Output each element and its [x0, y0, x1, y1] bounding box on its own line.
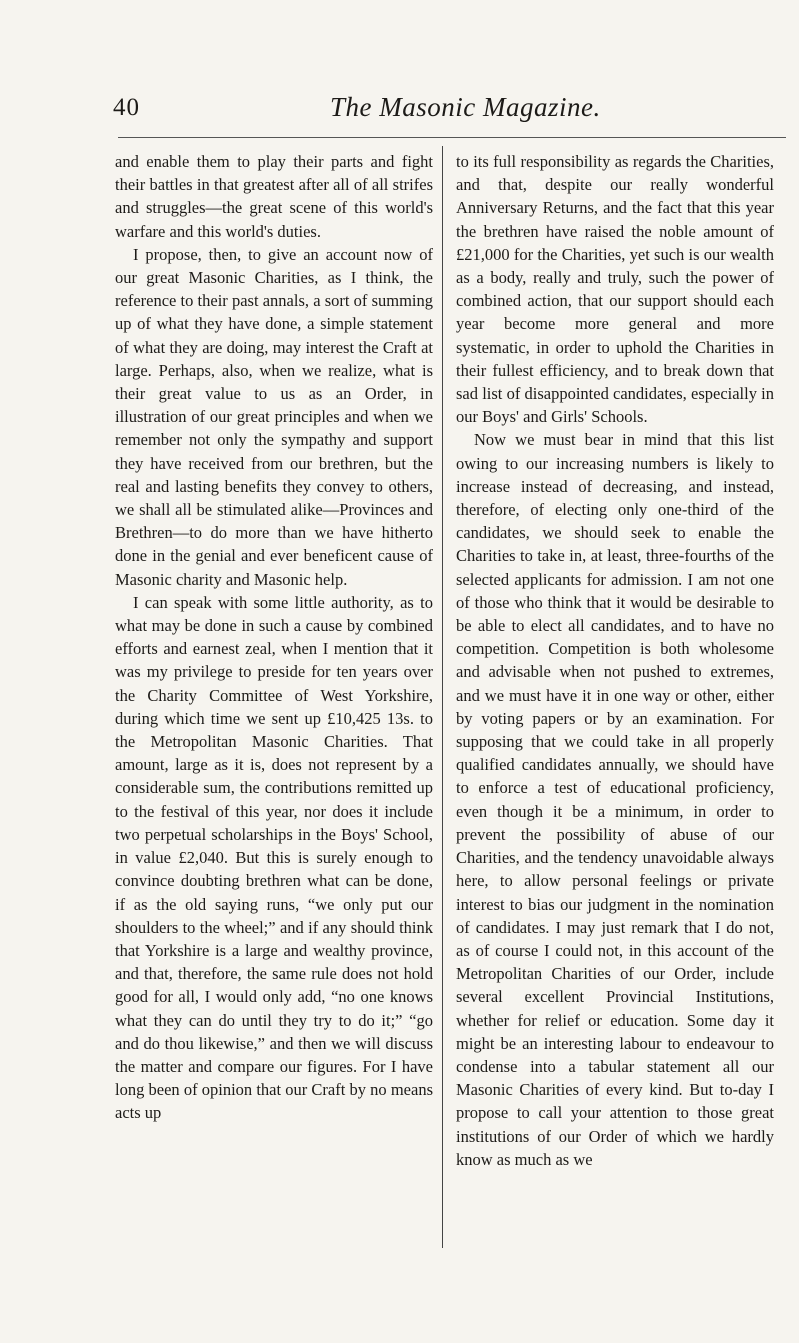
page-number: 40	[113, 94, 140, 121]
paragraph: Now we must bear in mind that this list owing to our increasing numbers is likely to increase instead of decreasing, and instead, therefore, of electing only one-third of the candidates, we should seek to enable the Charities to take in, at least, three-fourths of the selected applicants for admission. I am not one of those who think that it would be desirable to be able to elect all candidates, and to have no competition. Competition is both wholesome and advisable when not pushed to extremes, and we must have it in one way or other, either by voting papers or by an examination. For supposing that we could take in all properly qualified candidates annually, we should have to enforce a test of educational proficiency, even though it be a minimum, in order to prevent the possibility of abuse of our Charities, and the tendency unavoidable always here, to allow personal feelings or private interest to bias our judgment in the nomination of candidates. I may just remark that I do not, as of course I could not, in this account of the Metropolitan Charities of our Order, include several excellent Provincial Institutions, whether for relief or education. Some day it might be an interesting labour to endeavour to condense into a tabular statement all our Masonic Charities of every kind. But to-day I propose to call your attention to those great institutions of our Order of which we hardly know as much as we	[456, 430, 774, 1169]
paragraph: and enable them to play their parts and fight their battles in that greatest after all of all strifes and struggles—the great scene of this world's warfare and this world's duties.	[115, 152, 433, 241]
page-header	[0, 90, 799, 130]
right-column	[456, 150, 774, 1171]
header-rule	[118, 137, 786, 138]
column-divider	[442, 146, 443, 1248]
running-title: The Masonic Magazine.	[330, 92, 601, 122]
paragraph: I can speak with some little authority, as to what may be done in such a cause by combined efforts and earnest zeal, when I mention that it was my privilege to preside for ten years over the Charity Committee of West Yorkshire, during which time we sent up £10,425 13s. to the Metropolitan Masonic Charities. That amount, large as it is, does not represent by a considerable sum, the contributions remitted up to the festival of this year, nor does it include two perpetual scholarships in the Boys' School, in value £2,040. But this is surely enough to convince doubting brethren what can be done, if as the old saying runs, “we only put our shoulders to the wheel;” and if any should think that Yorkshire is a large and wealthy province, and that, therefore, the same rule does not hold good for all, I would only add, “no one knows what they can do until they try to do it;” “go and do thou likewise,” and then we will discuss the matter and compare our figures. For I have long been of opinion that our Craft by no means acts up	[115, 592, 433, 1123]
left-column	[115, 150, 433, 1125]
paragraph: I propose, then, to give an account now of our great Masonic Charities, as I think, the reference to their past annals, a sort of summing up of what they have done, a simple statement of what they are doing, may interest the Craft at large. Perhaps, also, when we realize, what is their great value to us as an Order, in illustration of our great principles and when we remember not only the sympathy and support they have received from our brethren, but the real and lasting benefits they convey to others, we shall all be stimulated alike—Provinces and Brethren—to do more than we have hitherto done in the genial and ever beneficent cause of Masonic charity and Masonic help.	[115, 244, 433, 589]
paragraph: to its full responsibility as regards the Charities, and that, despite our really wonderful Anniversary Returns, and the fact that this year the brethren have raised the noble amount of £21,000 for the Charities, yet such is our wealth as a body, really and truly, such the power of combined action, that our support should each year become more general and more systematic, in order to uphold the Charities in their fullest efficiency, and to break down that sad list of disappointed candidates, especially in our Boys' and Girls' Schools.	[456, 152, 774, 427]
